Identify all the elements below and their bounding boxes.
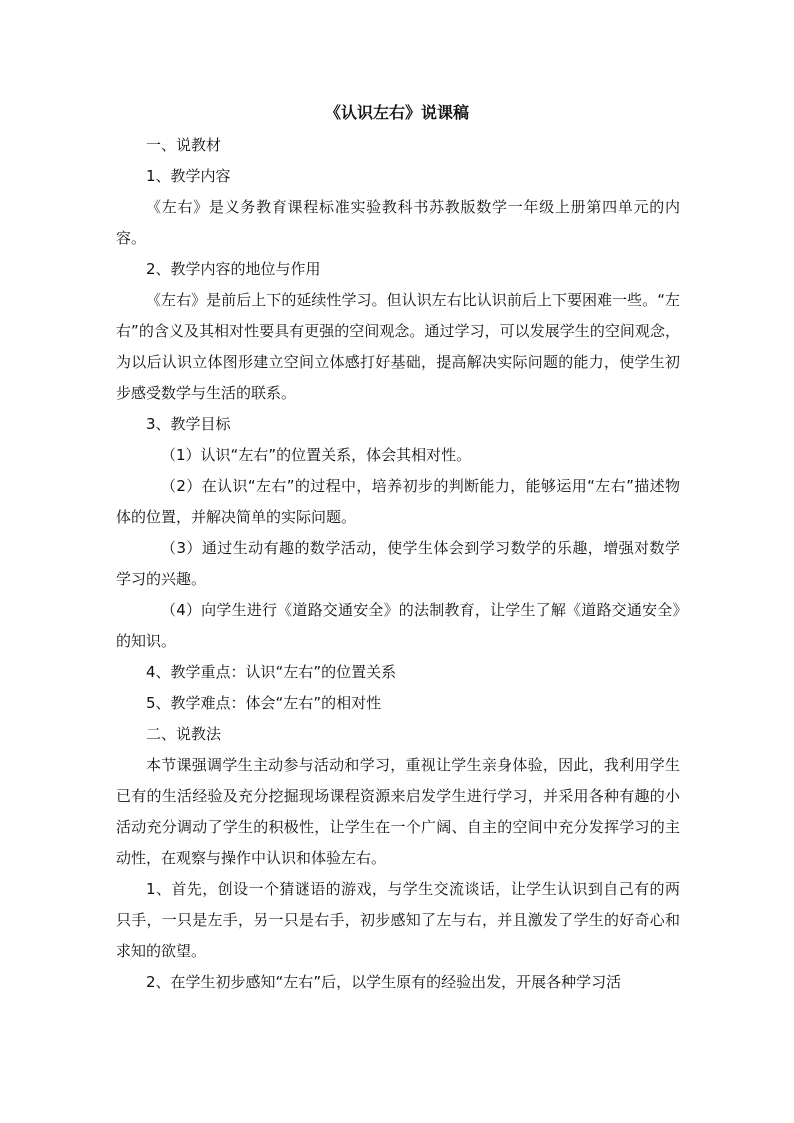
paragraph-step-1: 1、首先，创设一个猜谜语的游戏，与学生交流谈话，让学生认识到自己有的两只手，一只是左手，另一只是右手，初步感知了左与右，并且激发了学生的好奇心和求知的欲望。 (116, 880, 680, 960)
goal-item-1: （1）认识“左右”的位置关系，体会其相对性。 (161, 446, 472, 464)
subheading-position-role: 2、教学内容的地位与作用 (146, 260, 321, 278)
goal-item-3: （3）通过生动有趣的数学活动，使学生体会到学习数学的乐趣，增强对数学学习的兴趣。 (116, 539, 680, 588)
paragraph-content: 《左右》是义务教育课程标准实验教科书苏教版数学一年级上册第四单元的内容。 (116, 198, 680, 247)
paragraph-position-role: 《左右》是前后上下的延续性学习。但认识左右比认识前后上下要困难一些。“左右”的含义及其相对性要具有更强的空间观念。通过学习，可以发展学生的空间观念，为以后认识立体图形建立空间立体感打好基础，提高解决实际问题的能力，使学生初步感受数学与生活的联系。 (116, 291, 680, 402)
teaching-focus: 4、教学重点：认识“左右”的位置关系 (146, 663, 397, 681)
paragraph-step-2: 2、在学生初步感知“左右”后，以学生原有的经验出发，开展各种学习活 (146, 973, 622, 991)
paragraph-methods: 本节课强调学生主动参与活动和学习，重视让学生亲身体验，因此，我利用学生已有的生活经验及充分挖掘现场课程资源来启发学生进行学习，并采用各种有趣的小活动充分调动了学生的积极性，让学生在一个广阔、自主的空间中充分发挥学习的主动性，在观察与操作中认识和体验左右。 (116, 756, 680, 867)
goal-item-4: （4）向学生进行《道路交通安全》的法制教育，让学生了解《道路交通安全》的知识。 (116, 601, 680, 650)
goal-item-2: （2）在认识“左右”的过程中，培养初步的判断能力，能够运用“左右”描述物体的位置，并解决简单的实际问题。 (116, 477, 680, 526)
subheading-teaching-goals: 3、教学目标 (146, 415, 231, 433)
document-title: 《认识左右》说课稿 (324, 103, 469, 122)
document-body (116, 130, 680, 998)
subheading-teaching-content: 1、教学内容 (146, 167, 231, 185)
section-heading-textbook: 一、说教材 (146, 136, 222, 154)
section-heading-methods: 二、说教法 (146, 725, 222, 743)
teaching-difficulty: 5、教学难点：体会“左右”的相对性 (146, 694, 382, 712)
